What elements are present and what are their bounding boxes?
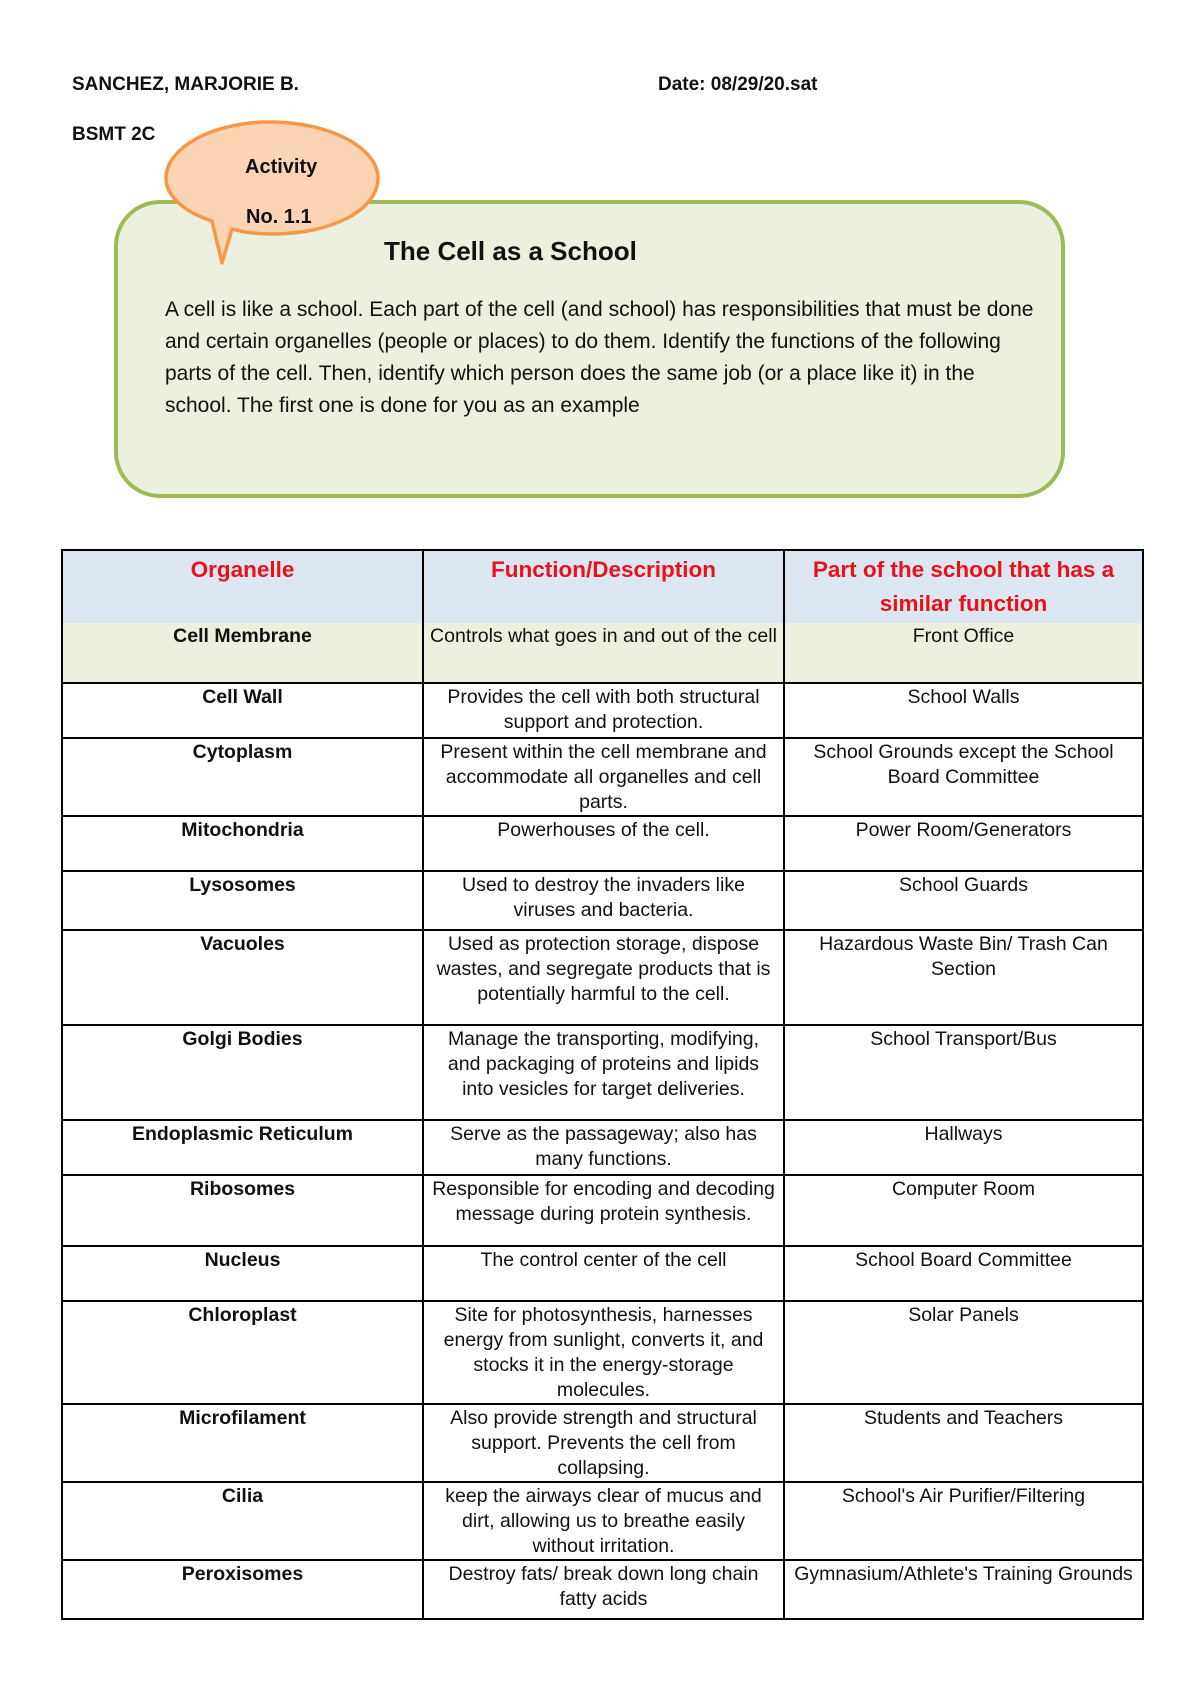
function-cell: Responsible for encoding and decoding message during protein synthesis.: [423, 1175, 784, 1246]
table-row: [62, 738, 1143, 816]
function-cell: Also provide strength and structural support. Prevents the cell from collapsing.: [423, 1404, 784, 1482]
school-part-cell: Hazardous Waste Bin/ Trash Can Section: [784, 930, 1143, 1025]
school-part-cell: School Walls: [784, 683, 1143, 738]
function-cell: Serve as the passageway; also has many functions.: [423, 1120, 784, 1175]
organelle-cell: Microfilament: [62, 1404, 423, 1482]
function-cell: The control center of the cell: [423, 1246, 784, 1301]
function-cell: Provides the cell with both structural support and protection.: [423, 683, 784, 738]
organelle-cell: Ribosomes: [62, 1175, 423, 1246]
school-part-cell: Computer Room: [784, 1175, 1143, 1246]
function-cell: Site for photosynthesis, harnesses energy from sunlight, converts it, and stocks it in the energy-storage molecules.: [423, 1301, 784, 1404]
organelle-cell: Cilia: [62, 1482, 423, 1560]
school-part-cell: Students and Teachers: [784, 1404, 1143, 1482]
table-row: [62, 816, 1143, 871]
organelle-cell: Cell Wall: [62, 683, 423, 738]
table-row: [62, 1025, 1143, 1120]
table-row: [62, 1301, 1143, 1404]
speech-bubble-callout: [160, 118, 400, 278]
school-part-cell: Power Room/Generators: [784, 816, 1143, 871]
date-label: Date: 08/29/20.sat: [658, 74, 818, 95]
function-cell: Controls what goes in and out of the cell: [423, 623, 784, 683]
organelle-cell: Golgi Bodies: [62, 1025, 423, 1120]
school-part-cell: Hallways: [784, 1120, 1143, 1175]
organelle-cell: Cell Membrane: [62, 623, 423, 683]
table-row: [62, 623, 1143, 683]
school-part-cell: Gymnasium/Athlete's Training Grounds: [784, 1560, 1143, 1619]
organelle-cell: Chloroplast: [62, 1301, 423, 1404]
table-row: [62, 1175, 1143, 1246]
function-cell: Used to destroy the invaders like viruses and bacteria.: [423, 871, 784, 930]
table-row: [62, 683, 1143, 738]
callout-activity-label: Activity: [245, 156, 318, 178]
organelle-cell: Endoplasmic Reticulum: [62, 1120, 423, 1175]
function-cell: Manage the transporting, modifying, and packaging of proteins and lipids into vesicles for target deliveries.: [423, 1025, 784, 1120]
function-cell: keep the airways clear of mucus and dirt, allowing us to breathe easily without irritation.: [423, 1482, 784, 1560]
section-label: BSMT 2C: [72, 124, 156, 145]
table-body: [62, 623, 1143, 1619]
organelle-cell: Nucleus: [62, 1246, 423, 1301]
table-row: [62, 1560, 1143, 1619]
student-name: SANCHEZ, MARJORIE B.: [72, 74, 299, 95]
school-part-cell: School Board Committee: [784, 1246, 1143, 1301]
header-organelle: Organelle: [62, 550, 423, 623]
school-part-cell: School's Air Purifier/Filtering: [784, 1482, 1143, 1560]
speech-bubble-shape: [166, 122, 378, 263]
function-cell: Present within the cell membrane and accommodate all organelles and cell parts.: [423, 738, 784, 816]
organelle-cell: Cytoplasm: [62, 738, 423, 816]
table-row: [62, 1482, 1143, 1560]
school-part-cell: School Guards: [784, 871, 1143, 930]
table-row: [62, 871, 1143, 930]
header-school-part: Part of the school that has a similar function: [784, 550, 1143, 623]
school-part-cell: School Grounds except the School Board Committee: [784, 738, 1143, 816]
organelle-table: [61, 549, 1144, 1620]
organelle-cell: Lysosomes: [62, 871, 423, 930]
school-part-cell: Solar Panels: [784, 1301, 1143, 1404]
callout-number-label: No. 1.1: [246, 206, 312, 228]
activity-instructions: A cell is like a school. Each part of the cell (and school) has responsibilities that must be done and certain organelles (people or places) to do them. Identify the functions of the following parts of the cell. Then, identify which person does the same job (or a place like it) in the school. The first one is done for you as an example: [165, 298, 1034, 417]
organelle-cell: Mitochondria: [62, 816, 423, 871]
header-function: Function/Description: [423, 550, 784, 623]
table-header-row: [62, 550, 1143, 623]
activity-title: The Cell as a School: [384, 236, 637, 266]
function-cell: Used as protection storage, dispose wastes, and segregate products that is potentially harmful to the cell.: [423, 930, 784, 1025]
table-row: [62, 1246, 1143, 1301]
table-row: [62, 1404, 1143, 1482]
table-row: [62, 930, 1143, 1025]
table-row: [62, 1120, 1143, 1175]
organelle-cell: Peroxisomes: [62, 1560, 423, 1619]
function-cell: Powerhouses of the cell.: [423, 816, 784, 871]
school-part-cell: School Transport/Bus: [784, 1025, 1143, 1120]
school-part-cell: Front Office: [784, 623, 1143, 683]
function-cell: Destroy fats/ break down long chain fatty acids: [423, 1560, 784, 1619]
organelle-cell: Vacuoles: [62, 930, 423, 1025]
